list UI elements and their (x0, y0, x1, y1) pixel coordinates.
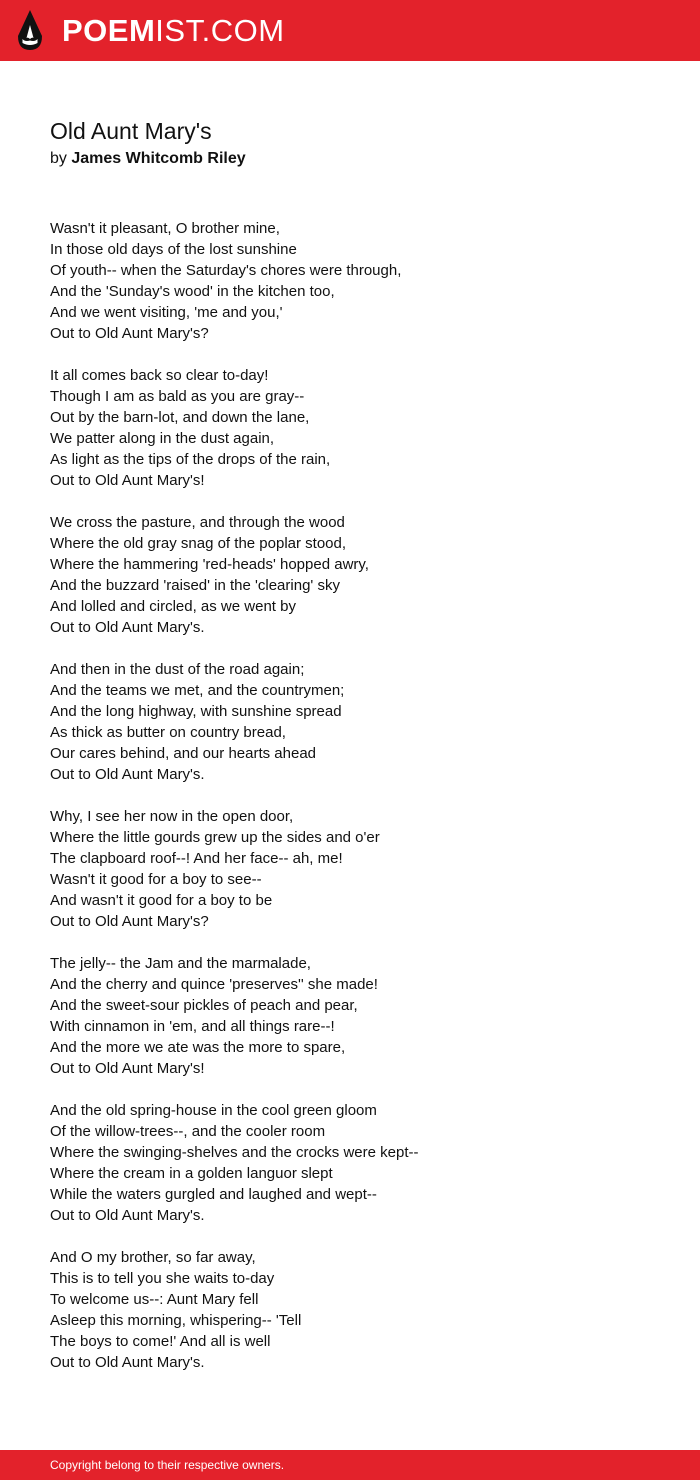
poem-line: And the 'Sunday's wood' in the kitchen too, (50, 283, 335, 300)
poem-line: And lolled and circled, as we went by (50, 598, 296, 615)
poem-line: And the long highway, with sunshine spread (50, 703, 342, 720)
brand-rest: IST.COM (155, 13, 285, 48)
poem-line: Out to Old Aunt Mary's! (50, 472, 205, 489)
brand-bold: POEM (62, 13, 156, 48)
stanza (50, 512, 670, 638)
poem-line: As thick as butter on country bread, (50, 724, 286, 741)
poem-line: Out by the barn-lot, and down the lane, (50, 409, 310, 426)
poem-line: While the waters gurgled and laughed and wept-- (50, 1186, 377, 1203)
poem-line: Where the hammering 'red-heads' hopped awry, (50, 556, 369, 573)
poem-line: And O my brother, so far away, (50, 1249, 256, 1266)
poem-line: Where the swinging-shelves and the crocks were kept-- (50, 1144, 419, 1161)
poem-line: And the cherry and quince 'preserves'' she made! (50, 976, 378, 993)
poem-line: And then in the dust of the road again; (50, 661, 305, 678)
poem-line: Where the little gourds grew up the sides and o'er (50, 829, 380, 846)
poem-line: With cinnamon in 'em, and all things rare--! (50, 1018, 335, 1035)
poem-line: Out to Old Aunt Mary's? (50, 325, 209, 342)
stanza (50, 806, 670, 932)
site-footer (0, 1450, 700, 1480)
poem-line: This is to tell you she waits to-day (50, 1270, 275, 1287)
poem-byline (50, 148, 246, 170)
poem-line: The clapboard roof--! And her face-- ah, me! (50, 850, 343, 867)
poem-line: We patter along in the dust again, (50, 430, 275, 447)
by-label: by (50, 150, 67, 167)
poem-line: Wasn't it pleasant, O brother mine, (50, 220, 280, 237)
poem-line: In those old days of the lost sunshine (50, 241, 297, 258)
poem-line: Wasn't it good for a boy to see-- (50, 871, 262, 888)
stanza (50, 218, 670, 344)
stanza (50, 1247, 670, 1373)
poem-line: Of youth-- when the Saturday's chores were through, (50, 262, 402, 279)
poem-line: Where the cream in a golden languor slept (50, 1165, 333, 1182)
poem-line: And wasn't it good for a boy to be (50, 892, 273, 909)
poem-line: Our cares behind, and our hearts ahead (50, 745, 317, 762)
poem-line: Out to Old Aunt Mary's. (50, 1354, 205, 1371)
poem-line: Out to Old Aunt Mary's. (50, 1207, 205, 1224)
poem-line: Where the old gray snag of the poplar stood, (50, 535, 347, 552)
pencil-tip-icon[interactable] (17, 9, 43, 51)
poem-line: It all comes back so clear to-day! (50, 367, 269, 384)
poem-line: Asleep this morning, whispering-- 'Tell (50, 1312, 302, 1329)
poem-line: Why, I see her now in the open door, (50, 808, 294, 825)
stanza (50, 953, 670, 1079)
poem-line: Out to Old Aunt Mary's! (50, 1060, 205, 1077)
poem-line: The boys to come!' And all is well (50, 1333, 271, 1350)
poem-line: Out to Old Aunt Mary's. (50, 766, 205, 783)
poem-title: Old Aunt Mary's (50, 118, 212, 144)
poem-line: And the sweet-sour pickles of peach and pear, (50, 997, 358, 1014)
stanza (50, 1100, 670, 1226)
stanza (50, 659, 670, 785)
poem-line: Out to Old Aunt Mary's? (50, 913, 209, 930)
poem-body (50, 218, 670, 1394)
poem-line: To welcome us--: Aunt Mary fell (50, 1291, 259, 1308)
stanza (50, 365, 670, 491)
poem-line: The jelly-- the Jam and the marmalade, (50, 955, 311, 972)
site-header (0, 0, 700, 61)
copyright-text: Copyright belong to their respective owners. (50, 1458, 285, 1472)
poem-line: As light as the tips of the drops of the rain, (50, 451, 331, 468)
poem-line: Out to Old Aunt Mary's. (50, 619, 205, 636)
poem-line: Of the willow-trees--, and the cooler room (50, 1123, 326, 1140)
poem-line: And the more we ate was the more to spare, (50, 1039, 346, 1056)
poem-line: And the buzzard 'raised' in the 'clearing' sky (50, 577, 340, 594)
poem-line: And the old spring-house in the cool green gloom (50, 1102, 377, 1119)
site-logo-text[interactable] (62, 11, 285, 51)
poem-line: And we went visiting, 'me and you,' (50, 304, 283, 321)
poem-line: And the teams we met, and the countrymen; (50, 682, 345, 699)
author-name: James Whitcomb Riley (71, 150, 246, 167)
poem-line: We cross the pasture, and through the wood (50, 514, 345, 531)
poem-line: Though I am as bald as you are gray-- (50, 388, 305, 405)
